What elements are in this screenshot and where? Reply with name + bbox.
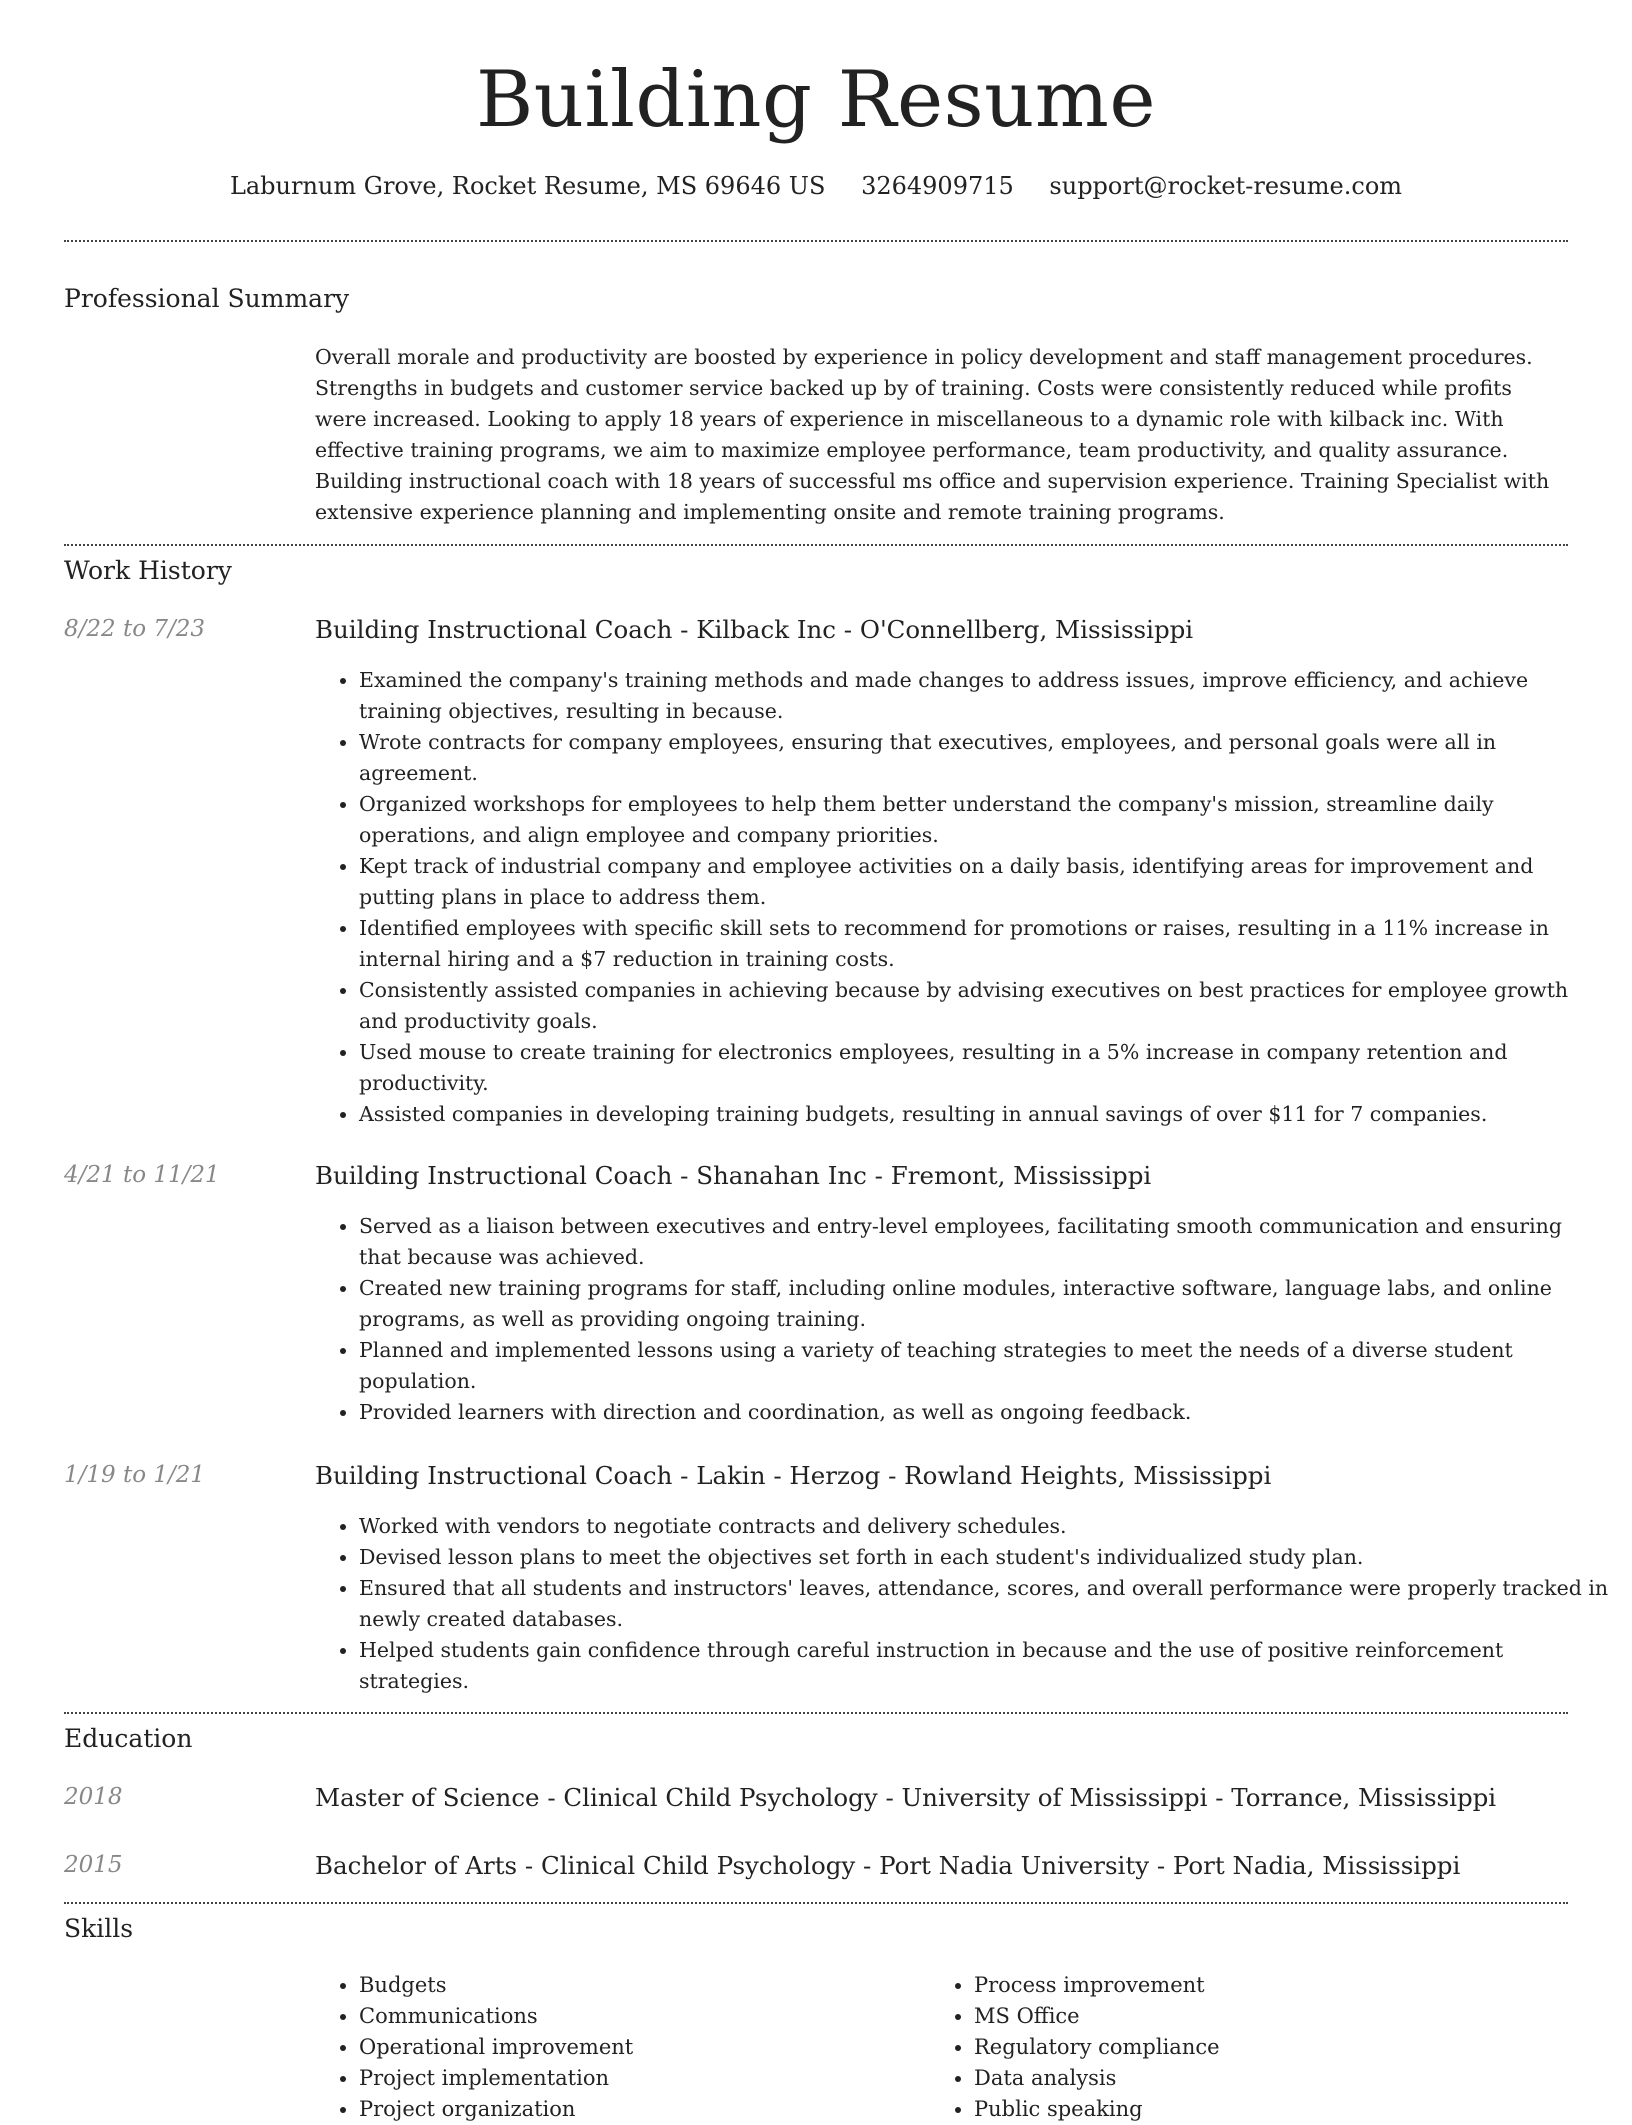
list-item: • Examined the company's training methods and made changes to address issues, improve efficiency, and achieve training objectives, resulting in because. — [359, 665, 1609, 727]
section-divider — [64, 1712, 1568, 1714]
list-item: • Worked with vendors to negotiate contracts and delivery schedules. — [359, 1511, 1609, 1542]
job-dates: 8/22 to 7/23 — [64, 616, 206, 642]
education-year: 2018 — [64, 1784, 123, 1810]
list-item: • Organized workshops for employees to help them better understand the company's mission, streamline daily operations, and align employee and company priorities. — [359, 789, 1609, 851]
skill-item: • Data analysis — [974, 2063, 1220, 2094]
list-item: • Assisted companies in developing training budgets, resulting in annual savings of over $11 for 7 companies. — [359, 1099, 1609, 1130]
job-title: Building Instructional Coach - Lakin - Herzog - Rowland Heights, Mississippi — [315, 1461, 1272, 1490]
list-item: • Provided learners with direction and coordination, as well as ongoing feedback. — [359, 1397, 1609, 1428]
skills-list-left — [315, 1970, 633, 2125]
education-year: 2015 — [64, 1852, 123, 1878]
list-item: • Consistently assisted companies in achieving because by advising executives on best practices for employee growth and productivity goals. — [359, 975, 1609, 1037]
job-title: Building Instructional Coach - Shanahan Inc - Fremont, Mississippi — [315, 1161, 1152, 1190]
skill-item: • MS Office — [974, 2001, 1220, 2032]
candidate-name: Building Resume — [475, 55, 1157, 145]
contact-line — [0, 172, 1632, 200]
skill-item: • Project implementation — [359, 2063, 633, 2094]
contact-address: Laburnum Grove, Rocket Resume, MS 69646 US — [229, 172, 826, 200]
skill-item: • Process improvement — [974, 1970, 1220, 2001]
list-item: • Kept track of industrial company and employee activities on a daily basis, identifying areas for improvement and putting plans in place to address them. — [359, 851, 1609, 913]
list-item: • Wrote contracts for company employees, ensuring that executives, employees, and personal goals were all in agreement. — [359, 727, 1609, 789]
list-item: • Created new training programs for staff, including online modules, interactive software, language labs, and online programs, as well as providing ongoing training. — [359, 1273, 1609, 1335]
education-degree: Bachelor of Arts - Clinical Child Psychology - Port Nadia University - Port Nadia, Mississippi — [315, 1851, 1461, 1880]
section-divider — [64, 240, 1568, 242]
job-dates: 4/21 to 11/21 — [64, 1162, 220, 1188]
skill-item: • Budgets — [359, 1970, 633, 2001]
education-heading: Education — [64, 1724, 193, 1753]
list-item: • Served as a liaison between executives and entry-level employees, facilitating smooth communication and ensuring that because was achieved. — [359, 1211, 1609, 1273]
skill-item: • Regulatory compliance — [974, 2032, 1220, 2063]
skills-heading: Skills — [64, 1914, 134, 1943]
list-item: • Identified employees with specific skill sets to recommend for promotions or raises, resulting in a 11% increase in internal hiring and a $7 reduction in training costs. — [359, 913, 1609, 975]
contact-phone: 3264909715 — [861, 172, 1014, 200]
summary-heading: Professional Summary — [64, 284, 350, 313]
work-history-heading: Work History — [64, 556, 232, 585]
contact-email: support@rocket-resume.com — [1049, 172, 1403, 200]
skill-item: • Operational improvement — [359, 2032, 633, 2063]
job-title: Building Instructional Coach - Kilback Inc - O'Connellberg, Mississippi — [315, 615, 1194, 644]
list-item: • Ensured that all students and instructors' leaves, attendance, scores, and overall performance were properly tracked in newly created databases. — [359, 1573, 1609, 1635]
list-item: • Planned and implemented lessons using a variety of teaching strategies to meet the needs of a diverse student population. — [359, 1335, 1609, 1397]
skills-list-right — [930, 1970, 1220, 2125]
list-item: • Used mouse to create training for electronics employees, resulting in a 5% increase in company retention and productivity. — [359, 1037, 1609, 1099]
section-divider — [64, 1902, 1568, 1904]
section-divider — [64, 544, 1568, 546]
skill-item: • Public speaking — [974, 2094, 1220, 2125]
education-degree: Master of Science - Clinical Child Psychology - University of Mississippi - Torrance, Mississippi — [315, 1783, 1497, 1812]
job-dates: 1/19 to 1/21 — [64, 1462, 206, 1488]
list-item: • Devised lesson plans to meet the objectives set forth in each student's individualized study plan. — [359, 1542, 1609, 1573]
job-bullets — [315, 1211, 1609, 1428]
summary-text: Overall morale and productivity are boosted by experience in policy development and staff management procedures. Strengths in budgets and customer service backed up by of training. Costs were consistently reduced while profits were increased. Looking to apply 18 years of experience in miscellaneous to a dynamic role with kilback inc. With effective training programs, we aim to maximize employee performance, team productivity, and quality assurance. Building instructional coach with 18 years of successful ms office and supervision experience. Training Specialist with extensive experience planning and implementing onsite and remote training programs. — [315, 345, 1550, 524]
skill-item: • Communications — [359, 2001, 633, 2032]
skill-item: • Project organization — [359, 2094, 633, 2125]
job-bullets — [315, 665, 1609, 1130]
job-bullets — [315, 1511, 1609, 1697]
list-item: • Helped students gain confidence through careful instruction in because and the use of positive reinforcement strategies. — [359, 1635, 1609, 1697]
